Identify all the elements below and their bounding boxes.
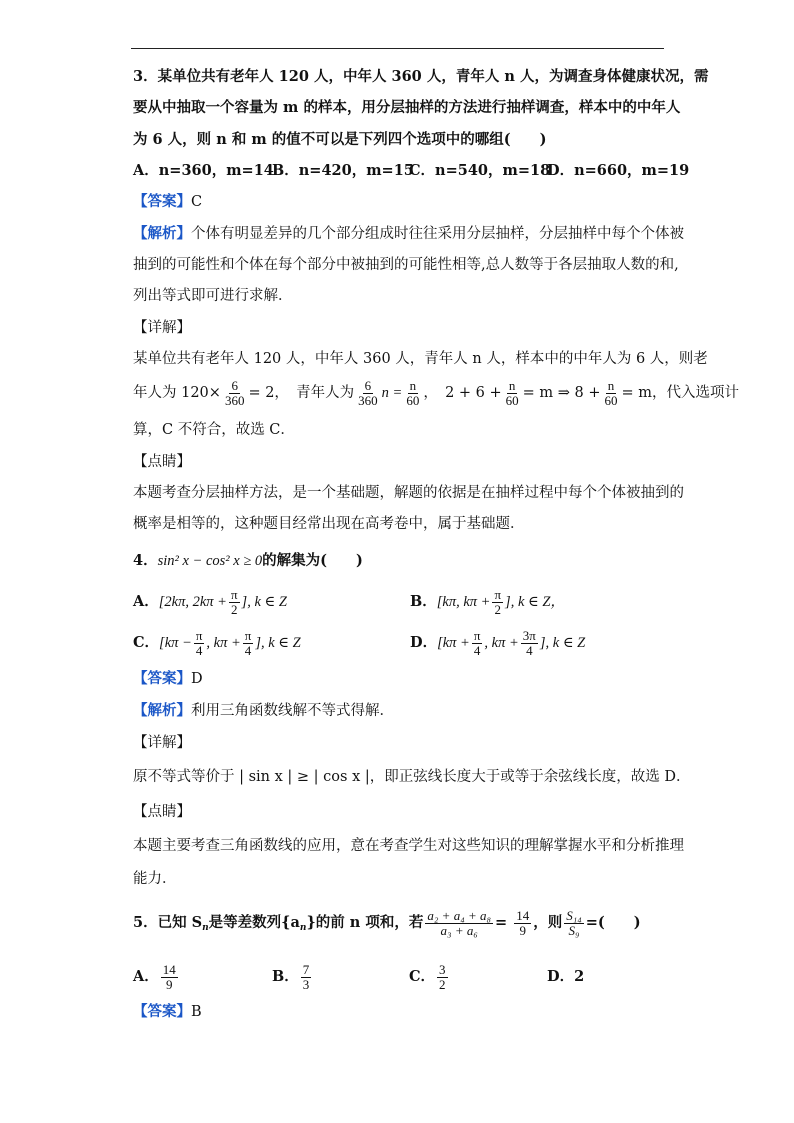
fraction bbox=[301, 963, 312, 992]
option-text: , kπ + bbox=[206, 635, 241, 651]
fraction-numerator: π bbox=[473, 627, 481, 643]
fraction-numerator: n bbox=[607, 377, 615, 393]
q4-detail-tag: 【详解】 bbox=[133, 735, 191, 751]
fraction-numerator: 6 bbox=[364, 377, 372, 393]
fraction bbox=[404, 379, 421, 408]
q3-analysis-line3: 列出等式即可进行求解． bbox=[133, 288, 293, 304]
fraction-denominator: 360 bbox=[224, 392, 245, 408]
fraction-denominator: 60 bbox=[505, 392, 519, 408]
fraction bbox=[437, 963, 448, 992]
fraction-denominator: 60 bbox=[406, 392, 420, 408]
q3-review-line1: 本题考查分层抽样方法，是一个基础题，解题的依据是在抽样过程中每个个体被抽到的 bbox=[133, 485, 684, 501]
option-text: [kπ + bbox=[437, 635, 470, 651]
fraction-denominator: 9 bbox=[519, 922, 526, 938]
analysis-tag: 【解析】 bbox=[133, 225, 191, 242]
fraction-denominator: 3 bbox=[302, 976, 310, 992]
option-label: A． bbox=[133, 593, 159, 610]
option-text: [kπ − bbox=[159, 635, 192, 651]
q5-stem-text: 5．已知 S bbox=[133, 914, 203, 931]
option-label: C． bbox=[133, 634, 160, 651]
q3-option-c: C．n=540，m=18 bbox=[409, 162, 551, 179]
analysis-text: 个体有明显差异的几个部分组成时往往采用分层抽样，分层抽样中每个个体被 bbox=[191, 226, 684, 242]
fraction-numerator: n bbox=[508, 377, 516, 393]
fraction-denominator: 360 bbox=[358, 392, 378, 408]
fraction-denominator: 2 bbox=[231, 601, 238, 617]
q3-analysis-line1 bbox=[133, 224, 684, 244]
fraction-denominator: a₃ + a₆ bbox=[440, 922, 478, 938]
q3-answer bbox=[133, 192, 202, 212]
option-label: D． bbox=[410, 634, 438, 651]
fraction-denominator: 4 bbox=[526, 642, 533, 658]
detail-text: = 2， 青年人为 bbox=[248, 385, 355, 401]
fraction bbox=[356, 379, 380, 408]
fraction bbox=[161, 963, 178, 992]
fraction bbox=[472, 629, 483, 658]
fraction bbox=[504, 379, 521, 408]
q4-number: 4． bbox=[133, 552, 158, 569]
answer-value: B bbox=[191, 1004, 202, 1020]
option-text: ], k ∈ Z， bbox=[505, 594, 565, 610]
q4-review-line1: 本题主要考查三角函数线的应用，意在考查学生对这些知识的理解掌握水平和分析推理 bbox=[133, 838, 684, 854]
header-rule bbox=[131, 48, 664, 49]
q3-analysis-line2: 抽到的可能性和个体在每个部分中被抽到的可能性相等,总人数等于各层抽取人数的和, bbox=[133, 257, 679, 273]
fraction bbox=[514, 909, 531, 938]
q5-stem-text: = bbox=[495, 914, 513, 931]
fraction-numerator: 6 bbox=[231, 377, 238, 393]
option-label: C． bbox=[409, 968, 436, 985]
option-text: ], k ∈ Z bbox=[241, 594, 287, 610]
q4-review-tag: 【点睛】 bbox=[133, 804, 191, 820]
q3-option-d: D．n=660，m=19 bbox=[547, 162, 690, 179]
q5-answer bbox=[133, 1002, 202, 1022]
q3-detail-tag: 【详解】 bbox=[133, 320, 191, 336]
fraction bbox=[521, 629, 538, 658]
q5-option-c bbox=[409, 958, 450, 996]
q4-analysis bbox=[133, 701, 394, 721]
q4-option-c bbox=[133, 626, 301, 660]
option-text: ], k ∈ Z bbox=[539, 635, 586, 651]
fraction-denominator: 9 bbox=[166, 976, 173, 992]
fraction-denominator: 4 bbox=[473, 642, 481, 658]
q3-stem-line3: 为 6 人，则 n 和 m 的值不可以是下列四个选项中的哪组( ) bbox=[133, 131, 547, 148]
option-text: [kπ, kπ + bbox=[436, 594, 491, 610]
q4-option-a bbox=[133, 585, 287, 619]
fraction bbox=[492, 588, 503, 617]
q3-option-b: B．n=420，m=15 bbox=[272, 162, 414, 179]
q3-review-tag: 【点睛】 bbox=[133, 454, 191, 470]
q3-stem-line2: 要从中抽取一个容量为 m 的样本，用分层抽样的方法进行抽样调查，样本中的中年人 bbox=[133, 99, 681, 116]
detail-text: ， 2 + 6 + bbox=[423, 385, 502, 401]
option-label: A． bbox=[133, 968, 159, 985]
q5-stem-text: =( ) bbox=[585, 914, 641, 931]
q3-detail-line2 bbox=[133, 376, 739, 410]
q4-review-line2: 能力． bbox=[133, 871, 177, 887]
fraction-denominator: 4 bbox=[244, 642, 252, 658]
option-text: , kπ + bbox=[484, 635, 519, 651]
q4-answer bbox=[133, 669, 203, 689]
fraction-denominator: 60 bbox=[604, 392, 618, 408]
fraction-numerator: 7 bbox=[302, 961, 310, 977]
q5-option-a bbox=[133, 958, 180, 996]
fraction-numerator: π bbox=[230, 586, 238, 602]
q5-stem-text: 是等差数列{a bbox=[208, 914, 300, 931]
detail-text: n = bbox=[381, 385, 403, 401]
fraction bbox=[425, 909, 493, 938]
option-text: [2kπ, 2kπ + bbox=[158, 594, 227, 610]
q5-stem-text: }的前 n 项和，若 bbox=[306, 914, 424, 931]
answer-value: D bbox=[191, 671, 203, 687]
option-label: B． bbox=[272, 968, 299, 985]
fraction-numerator: 14 bbox=[162, 961, 176, 977]
analysis-text: 利用三角函数线解不等式得解． bbox=[191, 703, 394, 719]
fraction bbox=[194, 629, 205, 658]
answer-tag: 【答案】 bbox=[133, 193, 191, 210]
q4-option-d bbox=[410, 626, 585, 660]
q5-stem: 5．已知 $S_n$是等差数列$\{a_n\}$的前 n 项和，若 $\frac{\text{a₂ + a₄ + a₈}}{\text{a₃ + a₆}}$ = $\frac{14}{9}$ ，则 $\frac{\text{S₁₄}}{\text{S₉}}$ =( ) bbox=[133, 907, 641, 938]
detail-text: 年人为 120× bbox=[133, 385, 221, 401]
option-label: B． bbox=[410, 593, 437, 610]
q3-review-line2: 概率是相等的，这种题目经常出现在高考卷中，属于基础题． bbox=[133, 516, 525, 532]
fraction-numerator: a₂ + a₄ + a₈ bbox=[427, 907, 492, 923]
q3-stem-line1: 3．某单位共有老年人 120 人，中年人 360 人，青年人 n 人，为调查身体健康状况，需 bbox=[133, 68, 709, 85]
q4-stem bbox=[133, 551, 363, 571]
option-text: ], k ∈ Z bbox=[255, 635, 301, 651]
answer-tag: 【答案】 bbox=[133, 670, 191, 687]
fraction-numerator: n bbox=[409, 377, 417, 393]
detail-text: = m ⇒ 8 + bbox=[522, 385, 601, 401]
analysis-tag: 【解析】 bbox=[133, 702, 191, 719]
q5-stem-text: ，则 bbox=[533, 914, 563, 931]
q3-detail-line3: 算，C 不符合，故选 C． bbox=[133, 422, 295, 438]
fraction-numerator: 14 bbox=[516, 907, 530, 923]
q4-stem-suffix: 的解集为( ) bbox=[262, 552, 363, 569]
fraction bbox=[243, 629, 254, 658]
fraction bbox=[603, 379, 620, 408]
q3-option-a: A．n=360，m=14 bbox=[133, 162, 274, 179]
q3-detail-line1: 某单位共有老年人 120 人，中年人 360 人，青年人 n 人，样本中的中年人为 6 人，则老 bbox=[133, 351, 708, 367]
fraction-numerator: 3 bbox=[439, 961, 446, 977]
fraction-denominator: S₉ bbox=[568, 922, 580, 938]
fraction-numerator: π bbox=[494, 586, 502, 602]
answer-value: C bbox=[191, 194, 203, 210]
q5-option-b bbox=[272, 958, 313, 996]
q5-option-d: D．2 bbox=[547, 968, 585, 985]
q4-detail: 原不等式等价于 | sin x | ≥ | cos x |，即正弦线长度大于或等于余弦线长度，故选 D． bbox=[133, 769, 691, 785]
answer-tag: 【答案】 bbox=[133, 1003, 191, 1020]
fraction-denominator: 2 bbox=[439, 976, 446, 992]
fraction bbox=[229, 588, 240, 617]
q4-option-b bbox=[410, 585, 565, 619]
fraction-numerator: π bbox=[244, 627, 252, 643]
fraction-denominator: 2 bbox=[494, 601, 501, 617]
q4-inequality: sin² x − cos² x ≥ 0 bbox=[157, 553, 263, 569]
fraction-numerator: S₁₄ bbox=[566, 907, 582, 923]
fraction bbox=[223, 379, 247, 408]
detail-text: = m，代入选项计 bbox=[621, 385, 740, 401]
fraction-numerator: 3π bbox=[522, 627, 536, 643]
fraction-denominator: 4 bbox=[195, 642, 203, 658]
fraction bbox=[564, 909, 584, 938]
fraction-numerator: π bbox=[195, 627, 203, 643]
